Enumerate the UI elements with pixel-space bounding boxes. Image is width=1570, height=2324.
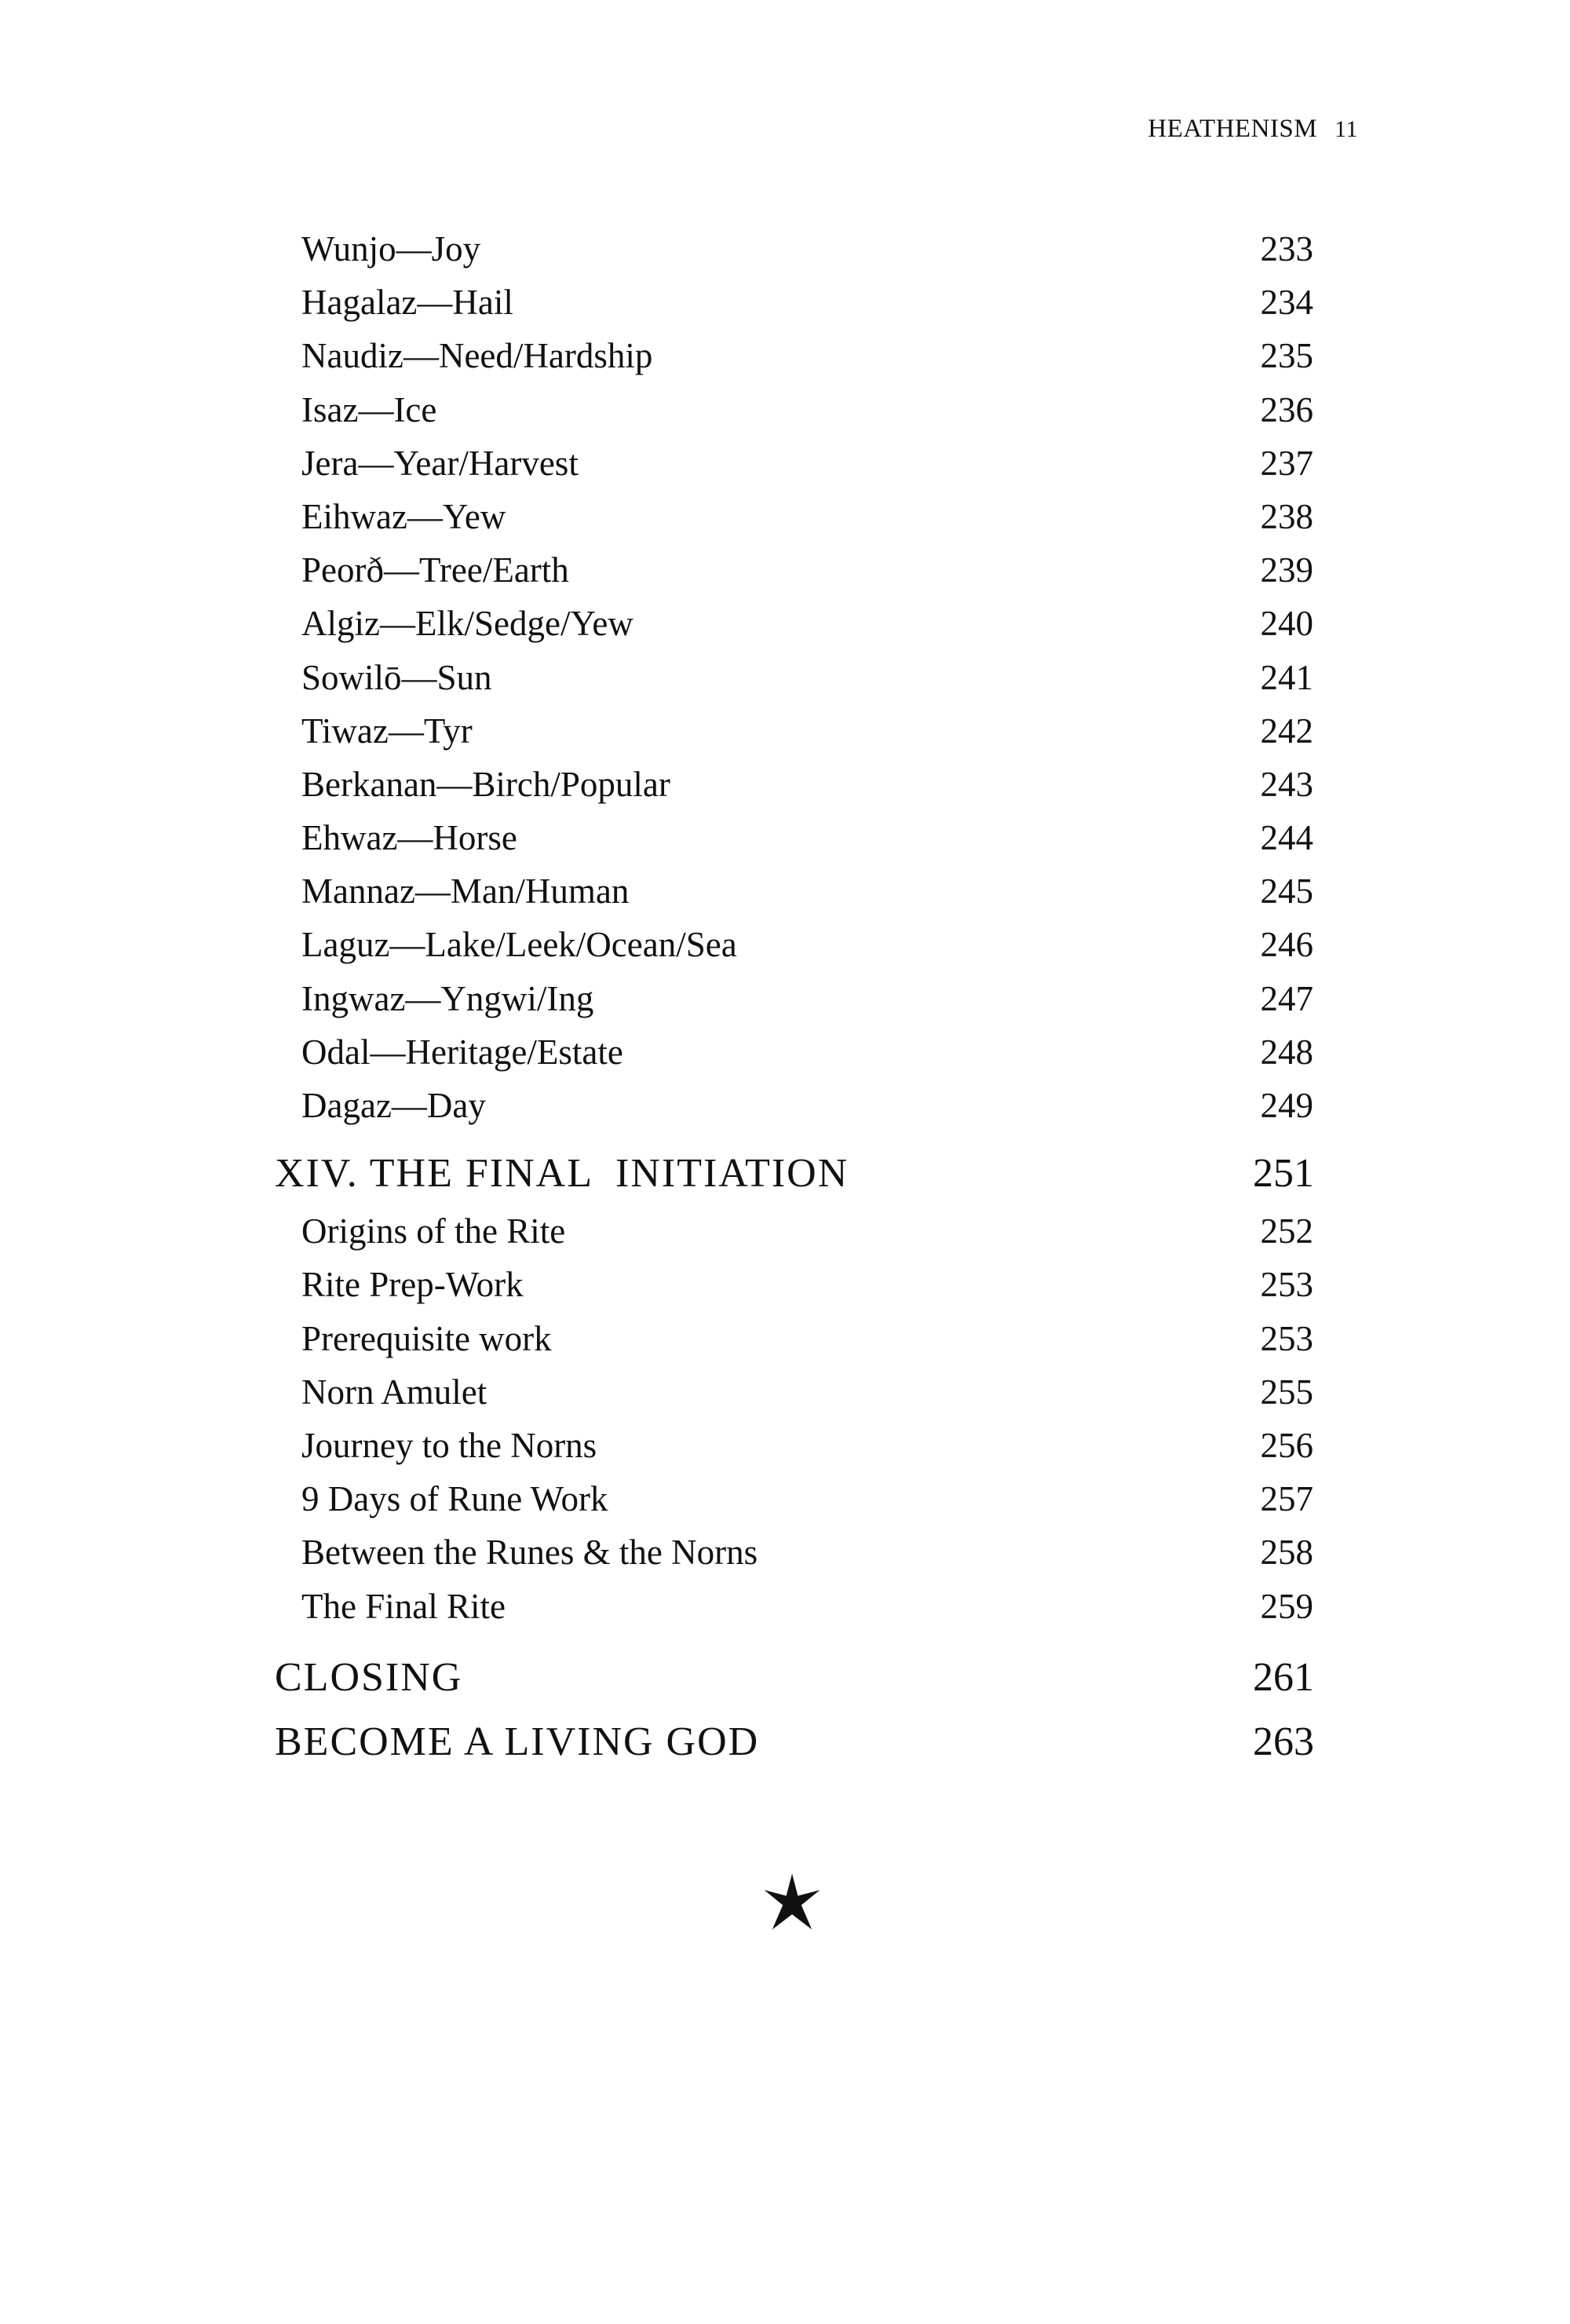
entry-page: 240 [1260,604,1313,644]
running-head-title: HEATHENISM [1148,115,1318,143]
toc-entry[interactable] [275,758,1319,811]
entry-label: Isaz—Ice [301,389,437,429]
chapter-title: XIV. THE FINAL INITIATION [275,1151,849,1197]
toc-entry[interactable] [275,1580,1319,1633]
entry-page: 247 [1260,978,1313,1018]
entry-label: Prerequisite work [301,1318,552,1358]
folio: 11 [1334,116,1358,142]
entry-page: 242 [1260,711,1313,751]
rune-entries [275,222,1319,1132]
entry-label: Wunjo—Joy [301,229,481,269]
star-ornament-icon [763,1873,821,1931]
entry-label: Eihwaz—Yew [301,496,506,536]
toc-entry[interactable] [275,1526,1319,1579]
entry-page: 233 [1260,229,1313,269]
entry-label: Sowilō—Sun [301,657,492,697]
entry-page: 245 [1260,872,1313,912]
entry-page: 235 [1260,336,1313,376]
entry-label: Between the Runes & the Norns [301,1533,758,1573]
entry-page: 248 [1260,1032,1313,1072]
toc-entry[interactable] [275,811,1319,864]
entry-label: The Final Rite [301,1586,506,1626]
chapter-title: BECOME A LIVING GOD [275,1719,760,1764]
entry-label: Mannaz—Man/Human [301,872,630,912]
toc-entry[interactable] [275,972,1319,1025]
entry-page: 253 [1260,1318,1313,1358]
entry-page: 234 [1260,283,1313,323]
toc-entry[interactable] [275,437,1319,490]
entry-label: Berkanan—Birch/Popular [301,764,670,804]
toc-entry[interactable] [275,1472,1319,1526]
toc-entry[interactable] [275,704,1319,758]
toc-entry[interactable] [275,1258,1319,1311]
entry-label: Laguz—Lake/Leek/Ocean/Sea [301,925,737,965]
entry-label: Hagalaz—Hail [301,283,513,323]
entry-label: Ehwaz—Horse [301,818,517,858]
toc-entry[interactable] [275,1365,1319,1419]
entry-label: 9 Days of Rune Work [301,1479,608,1519]
entry-page: 241 [1260,657,1313,697]
running-head [1148,115,1358,144]
entry-page: 252 [1260,1211,1313,1252]
toc-entry[interactable] [275,597,1319,650]
entry-page: 236 [1260,389,1313,429]
toc-entry[interactable] [275,651,1319,704]
entry-label: Dagaz—Day [301,1086,486,1125]
entry-page: 249 [1260,1086,1313,1125]
entry-page: 239 [1260,550,1313,590]
entry-page: 243 [1260,764,1313,804]
entry-page: 255 [1260,1372,1313,1412]
entry-page: 246 [1260,925,1313,965]
entry-label: Origins of the Rite [301,1211,566,1252]
initiation-entries [275,1204,1319,1633]
toc-entry[interactable] [275,383,1319,437]
entry-page: 259 [1260,1586,1313,1626]
toc-entry[interactable] [275,329,1319,382]
entry-label: Journey to the Norns [301,1425,597,1465]
toc-entry[interactable] [275,1079,1319,1132]
entry-label: Algiz—Elk/Sedge/Yew [301,604,633,644]
chapter-page: 261 [1253,1654,1314,1700]
entry-page: 238 [1260,496,1313,536]
entry-page: 257 [1260,1479,1313,1519]
chapter-title: CLOSING [275,1654,463,1700]
toc-entry[interactable] [275,222,1319,276]
chapter-page: 263 [1253,1719,1314,1764]
entry-label: Ingwaz—Yngwi/Ing [301,978,594,1018]
entry-page: 237 [1260,443,1313,483]
entry-page: 258 [1260,1533,1313,1573]
entry-page: 253 [1260,1265,1313,1305]
toc-entry[interactable] [275,1419,1319,1472]
entry-label: Norn Amulet [301,1372,487,1412]
entry-label: Odal—Heritage/Estate [301,1032,623,1072]
toc-entry[interactable] [275,1025,1319,1079]
entry-label: Tiwaz—Tyr [301,711,473,751]
entry-label: Naudiz—Need/Hardship [301,336,653,376]
entry-label: Jera—Year/Harvest [301,443,579,483]
table-of-contents [275,222,1319,1774]
entry-page: 244 [1260,818,1313,858]
toc-entry[interactable] [275,864,1319,918]
entry-page: 256 [1260,1425,1313,1465]
toc-entry[interactable] [275,1204,1319,1258]
chapter-entry-final-initiation[interactable] [275,1142,1319,1204]
toc-entry[interactable] [275,543,1319,597]
toc-entry[interactable] [275,918,1319,971]
entry-label: Peorð—Tree/Earth [301,550,569,590]
chapter-page: 251 [1253,1151,1314,1197]
entry-label: Rite Prep-Work [301,1265,524,1305]
toc-entry[interactable] [275,276,1319,329]
toc-entry[interactable] [275,1312,1319,1365]
toc-entry[interactable] [275,490,1319,543]
chapter-entry-become-a-living-god[interactable] [275,1710,1319,1774]
chapter-entry-closing[interactable] [275,1646,1319,1710]
